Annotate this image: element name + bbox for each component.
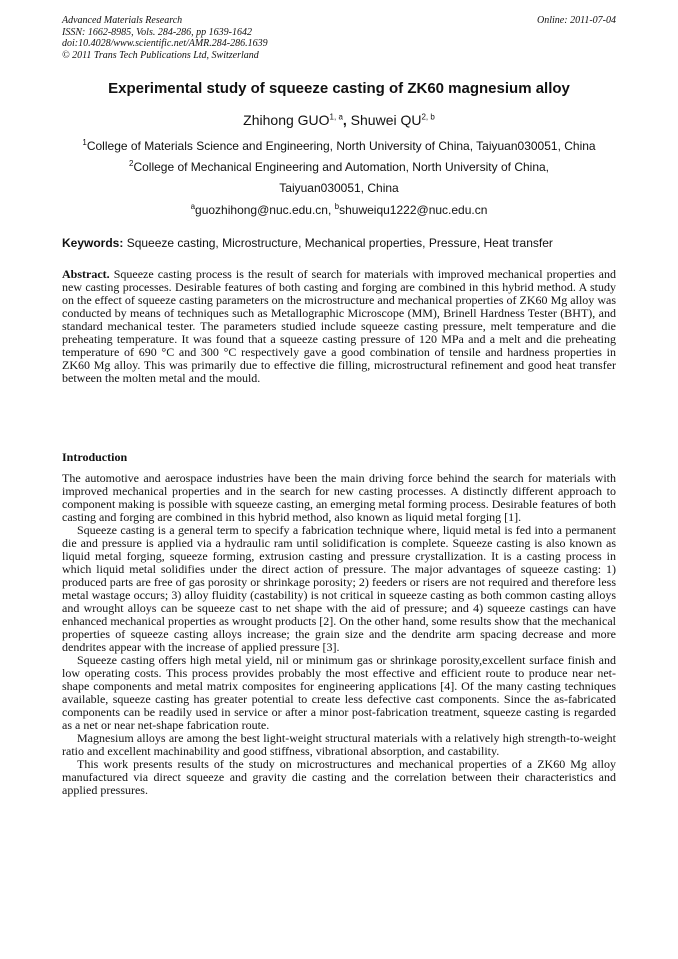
author-2-name: Shuwei QU bbox=[350, 112, 422, 128]
intro-paragraph-2: Squeeze casting is a general term to specify a fabrication technique where, liquid metal is fed into a permanent die and pressure is applied via a hydraulic ram until solidification is complete. Squeeze casting is also known as liquid metal forging, squeeze forming, extrusion casting and pressure crystallization. It is a casting process in which liquid metal solidifies under the direct action of pressure. The major advantages of squeeze casting: 1) produced parts are free of gas porosity or shrinkage porosity; 2) feeders or risers are not required and therefore less metal wastage occurs; 3) alloy fluidity (castability) is not critical in squeeze casting as both common casting alloys and wrought alloys can be squeeze cast to net shape with the aid of pressure; and 4) squeeze castings can have enhanced mechanical properties as wrought products [2]. On the other hand, some results show that the mechanical properties of squeeze casting alloys increase; the grain size and the dendrite arm spacing decrease and more dendrites appear with the increase of applied pressure [3]. bbox=[62, 523, 616, 654]
introduction-heading: Introduction bbox=[62, 450, 128, 464]
abstract bbox=[62, 268, 616, 385]
affiliation-2-text: College of Mechanical Engineering and Automation, North University of China, bbox=[133, 160, 550, 174]
author-1-affiliation-mark: 1, a bbox=[329, 112, 343, 122]
affiliation-2-mark: 2 bbox=[128, 159, 134, 168]
affiliation-1-mark: 1 bbox=[82, 138, 87, 147]
abstract-label: Abstract. bbox=[62, 267, 110, 281]
paper-title: Experimental study of squeeze casting of ZK60 magnesium alloy bbox=[108, 80, 570, 97]
email-b: shuweiqu1222@nuc.edu.cn bbox=[339, 203, 488, 217]
journal-header bbox=[62, 15, 616, 61]
journal-doi: doi:10.4028/www.scientific.net/AMR.284-286.1639 bbox=[62, 38, 268, 49]
affiliation-1-text: College of Materials Science and Engineering, North University of China, Taiyuan030051, China bbox=[86, 139, 596, 153]
email-b-mark: b bbox=[334, 202, 340, 211]
intro-paragraph-3: Squeeze casting offers high metal yield, nil or minimum gas or shrinkage porosity,excellent surface finish and low operating costs. This process provides probably the most effective and efficient route to produce near net-shape components and metal matrix composites for engineering applications [4]. Of the many casting techniques available, squeeze casting has greater potential to create less defective cast components. Since the as-fabricated components can be readily used in service or after a minor post-fabrication treatment, squeeze casting is regarded as a net or near net-shape fabrication route. bbox=[62, 653, 616, 732]
keywords-text: Squeeze casting, Microstructure, Mechanical properties, Pressure, Heat transfer bbox=[123, 236, 553, 250]
intro-paragraph-1: The automotive and aerospace industries have been the main driving force behind the search for materials with improved mechanical properties and in the search for new casting processes. A distinctly different approach to component making is possible with squeeze casting, an emerging metal forming process. Desirable features of both casting and forging are combined in this hybrid method, also known as liquid metal forging [1]. bbox=[62, 471, 616, 524]
affiliation-2 bbox=[62, 160, 616, 175]
author-separator: , bbox=[342, 112, 351, 128]
keywords-label: Keywords: bbox=[62, 236, 124, 250]
author-1-name: Zhihong GUO bbox=[243, 112, 330, 128]
email-a-mark: a bbox=[190, 202, 196, 211]
keywords bbox=[62, 236, 616, 251]
email-a: guozhihong@nuc.edu.cn, bbox=[195, 203, 335, 217]
intro-paragraph-5: This work presents results of the study on microstructures and mechanical properties of a ZK60 Mg alloy manufactured via direct squeeze and gravity die casting and the correlation between their characteristics and applied pressures. bbox=[62, 757, 616, 797]
journal-copyright: © 2011 Trans Tech Publications Ltd, Switzerland bbox=[62, 49, 259, 61]
author-emails bbox=[62, 203, 616, 218]
author-line bbox=[62, 112, 616, 129]
introduction-body bbox=[62, 472, 616, 797]
journal-issn: ISSN: 1662-8985, Vols. 284-286, pp 1639-1642 bbox=[62, 26, 252, 38]
affiliation-2-city: Taiyuan030051, China bbox=[279, 181, 399, 195]
affiliation-1 bbox=[62, 139, 616, 154]
online-date: Online: 2011-07-04 bbox=[537, 15, 616, 26]
journal-name: Advanced Materials Research bbox=[62, 15, 183, 26]
author-2-affiliation-mark: 2, b bbox=[421, 112, 435, 122]
intro-paragraph-4: Magnesium alloys are among the best light-weight structural materials with a relatively high strength-to-weight ratio and excellent machinability and good stiffness, vibrational absorption, and castability. bbox=[62, 731, 616, 758]
abstract-text: Squeeze casting process is the result of search for materials with improved mechanical properties and new casting processes. Desirable features of both casting and forging are combined in this hybrid method. A study on the effect of squeeze casting parameters on the microstructure and mechanical properties of ZK60 Mg alloy was conducted by means of techniques such as Metallographic Microscope (MM), Brinell Hardness Tester (BHT), and standard mechanical tester. The parameters studied include squeeze casting pressure, melt temperature and die preheating temperature. It was found that a squeeze casting pressure of 120 MPa and a melt and die preheating temperature of 690 °C and 300 °C respectively gave a good combination of tensile and hardness properties in ZK60 Mg alloy. This was primarily due to effective die filling, microstructural refinement and good heat transfer between the molten metal and the mould. bbox=[62, 267, 616, 385]
